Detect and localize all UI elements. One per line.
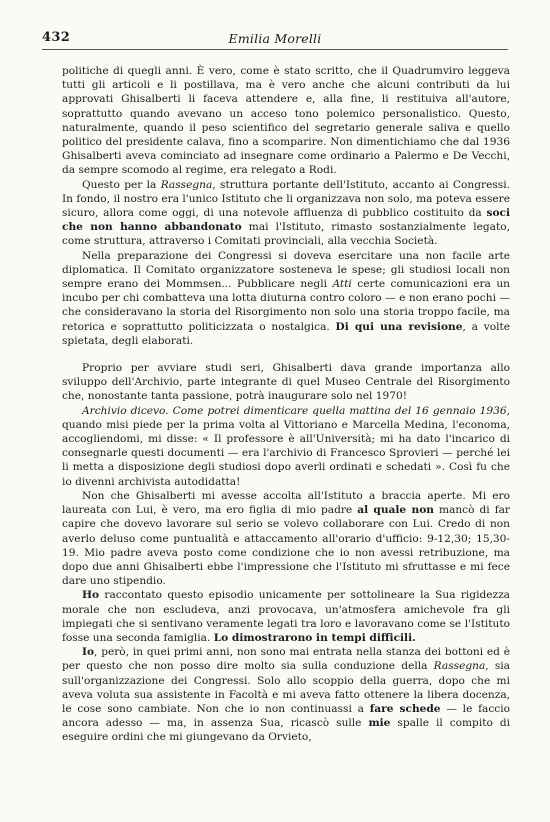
running-head: Emilia Morelli <box>228 31 322 46</box>
italic-run: Rassegna <box>160 178 213 191</box>
text-run: , struttura portante dell'Istituto, accanto ai Congressi. In fondo, il nostro era l'unico Istituto che li organizzava non solo, ma poteva essere sicuro, allora come oggi, di una notevole affluenza di pubblico costituito da <box>62 178 510 220</box>
bold-run: Io <box>82 646 95 659</box>
paragraph <box>62 588 510 645</box>
bold-run: soci che non hanno abbandonato <box>62 207 510 234</box>
italic-run: Rassegna <box>433 660 486 673</box>
page-number: 432 <box>42 30 71 45</box>
bold-run: fare schede <box>369 702 441 715</box>
text-run: raccontato questo episodio unicamente per sottolineare la Sua rigidezza morale che non escludeva, anzi provocava, un'atmosfera amichevole fra gli impiegati che si sentivano veramente legati tra loro e lavoravano come se l'Istituto fosse una seconda famiglia. <box>62 589 510 644</box>
paragraph <box>62 361 510 404</box>
bold-run: Ho <box>82 589 100 602</box>
text-run: , però, in quei primi anni, non sono mai entrata nella stanza dei bottoni ed è per questo che non posso dire molto sia sulla conduzione della <box>62 646 510 673</box>
page-header <box>42 30 508 50</box>
paragraph <box>62 645 510 744</box>
bold-run: mie <box>368 717 391 730</box>
text-run: , a volte spietata, degli elaborati. <box>62 320 510 347</box>
bold-run: al quale non <box>357 504 434 517</box>
paragraph <box>62 178 510 249</box>
text-run: , sia sull'organizzazione dei Congressi. Solo allo scoppio della guerra, dopo che mi aveva voluta sua assistente in Facoltà e mi aveva fatto ottenere la libera docenza, le cose sono cambiate. Non che io non continuassi a <box>62 660 510 715</box>
text-run: mancò di far capire che dovevo lavorare sul serio se volevo collaborare con Lui. Credo di non averlo deluso come puntualità e attaccamento all'orario d'ufficio: 9-12,30; 15,30-19. Mio padre aveva posto come condizione che io non avessi retribuzione, ma dopo due anni Ghisalberti ebbe l'impressione che l'Istituto mi sfruttasse e mi fece dare uno stipendio. <box>62 504 510 588</box>
body-text <box>62 64 510 745</box>
text-run: — le faccio ancora adesso — ma, in assenza Sua, ricascò sulle <box>62 702 510 730</box>
text-run: Nella preparazione dei Congressi si doveva esercitare una non facile arte diplomatica. Il Comitato organizzatore sosteneva le spese; gli studiosi locali non sempre erano dei Mommsen... Pubblicare negli <box>62 249 510 291</box>
paragraph <box>62 489 510 588</box>
bold-run: Di qui una revisione <box>335 320 463 333</box>
paragraph <box>62 404 510 489</box>
italic-run: Archivio dicevo. Come potrei dimenticare quella mattina del 16 gennaio 1936 <box>82 404 507 417</box>
bold-run: Lo dimostrarono in tempi difficili. <box>213 631 416 644</box>
text-run: Proprio per avviare studi seri, Ghisalberti dava grande importanza allo sviluppo dell'Archivio, parte integrante di quel Museo Centrale del Risorgimento che, nonostante tanta passione, potrà inaugurare solo nel 1970! <box>62 362 510 403</box>
text-run: spalle il compito di eseguire ordini che mi giungevano da Orvieto, <box>62 717 510 744</box>
text-run: , quando misi piede per la prima volta al Vittoriano e Marcella Medina, l'economa, accogliendomi, mi disse: « Il professore è all'Università; mi ha dato l'incarico di consegnarle questi documenti — era l'archivio di Francesco Sprovieri — perché lei li metta a disposizione degli studiosi dopo averli ordinati e schedati ». Così fu che io divenni archivista autodidatta! <box>62 404 510 488</box>
text-run: Non che Ghisalberti mi avesse accolta all'Istituto a braccia aperte. Mi ero laureata con Lui, è vero, ma ero figlia di mio padre <box>62 489 510 517</box>
text-run: mai l'Istituto, rimasto sostanzialmente legato, come struttura, attraverso i Comitati provinciali, alla vecchia Società. <box>62 221 510 248</box>
text-run: politiche di quegli anni. È vero, come è stato scritto, che il Quadrumviro leggeva tutti gli articoli e li postillava, ma è vero anche che alcuni contributi da lui approvati Ghisalberti li faceva attendere e, alla fine, li restituiva all'autore, soprattutto quando avevano un acceso tono polemico personalistico. Questo, naturalmente, quando il peso scientifico del segretario generale saliva e quello politico del presidente calava, fino a scomparire. Non dimentichiamo che dal 1936 Ghisalberti aveva cominciato ad insegnare come ordinario a Palermo e De Vecchi, da sempre scomodo al regime, era relegato a Rodi. <box>62 65 510 177</box>
text-run: Questo per la <box>82 178 161 191</box>
text-run: certe comunicazioni era un incubo per chi combatteva una lotta diuturna contro coloro — e non erano pochi — che consideravano la storia del Risorgimento non solo una storia troppo facile, ma retorica e soprattutto politicizzata o nostalgica. <box>62 278 510 333</box>
paragraph <box>62 249 510 348</box>
header-rule <box>42 49 508 50</box>
paragraph <box>62 64 510 178</box>
italic-run: Atti <box>332 278 352 291</box>
